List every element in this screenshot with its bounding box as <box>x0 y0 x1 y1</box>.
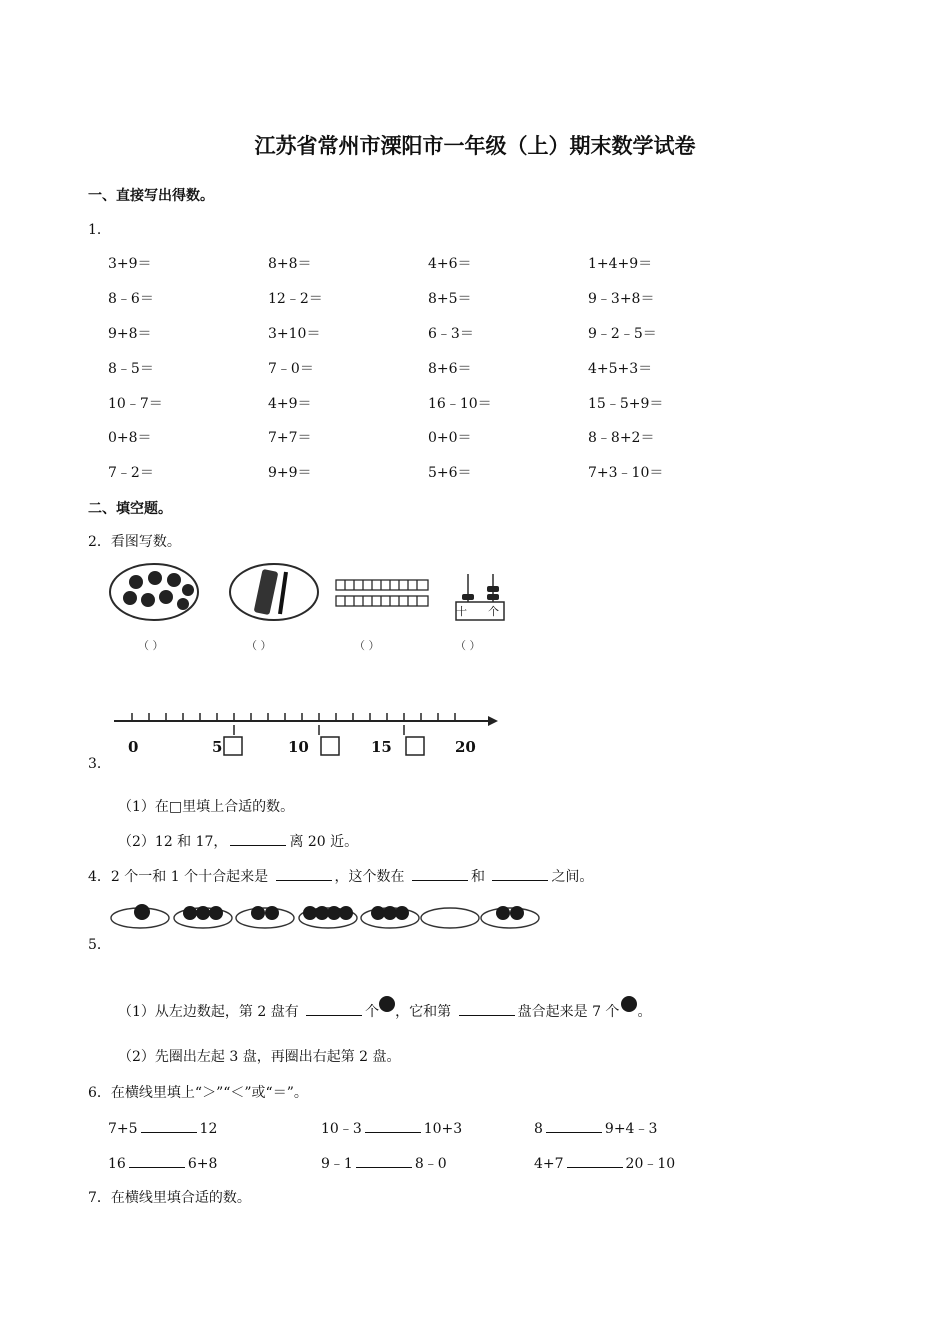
calc-item: 0+8＝ <box>108 430 152 446</box>
compare-right: 9+4﹣3 <box>604 1121 658 1137</box>
compare-item <box>321 1118 462 1138</box>
compare-item <box>534 1153 675 1173</box>
calc-item: 4+6＝ <box>428 256 472 272</box>
q3-sub2-text: （2）12 和 17， <box>118 834 228 850</box>
compare-left: 7+5 <box>108 1121 138 1137</box>
compare-right: 6+8 <box>187 1156 218 1172</box>
answer-blank[interactable] <box>129 1153 185 1168</box>
answer-blank[interactable] <box>546 1118 602 1133</box>
compare-right: 8﹣0 <box>414 1156 447 1172</box>
q4-text-a: 4．2 个一和 1 个十合起来是 <box>88 869 269 885</box>
compare-right: 10+3 <box>423 1121 463 1137</box>
calc-item: 1+4+9＝ <box>588 256 653 272</box>
question-6-text: 6．在横线里填上“＞”“＜”或“＝”。 <box>88 1085 308 1101</box>
compare-left: 16 <box>108 1156 126 1172</box>
q5-sub1-text-c: ，它和第 <box>395 1004 452 1020</box>
sticks-bundle-icon <box>254 569 286 615</box>
compare-item <box>534 1118 657 1138</box>
tick-label: 20 <box>455 738 476 756</box>
q3-sub2-tail: 离 20 近。 <box>289 834 359 850</box>
tick-label: 5 <box>212 738 223 756</box>
section-heading-1: 一、直接写出得数。 <box>88 188 214 204</box>
calc-item: 7﹣2＝ <box>108 465 154 481</box>
question-5-number: 5． <box>88 937 111 953</box>
answer-blank[interactable] <box>230 831 286 846</box>
compare-left: 4+7 <box>534 1156 564 1172</box>
answer-blank[interactable] <box>356 1153 412 1168</box>
calc-item: 10﹣7＝ <box>108 396 163 412</box>
apples-icon <box>123 571 194 610</box>
q4-text-c: 和 <box>470 869 485 885</box>
answer-bracket[interactable]: （ ） <box>455 639 481 652</box>
q5-sub1-text-d: 盘合起来是 7 个 <box>517 1004 620 1020</box>
question-4 <box>88 866 593 886</box>
calc-item: 9+9＝ <box>268 465 312 481</box>
cube-rows-icon <box>336 580 428 606</box>
strawberry-icon <box>621 996 637 1012</box>
compare-item <box>321 1153 447 1173</box>
section-heading-2: 二、填空题。 <box>88 501 172 517</box>
calc-item: 16﹣10＝ <box>428 396 492 412</box>
answer-blank[interactable] <box>459 1001 515 1016</box>
page-title: 江苏省常州市溧阳市一年级（上）期末数学试卷 <box>254 134 696 158</box>
answer-blank[interactable] <box>141 1118 197 1133</box>
strawberry-icon <box>134 904 524 920</box>
compare-item <box>108 1153 217 1172</box>
calc-item: 9﹣3+8＝ <box>588 291 655 307</box>
answer-blank[interactable] <box>492 866 548 881</box>
question-3-number: 3． <box>88 756 111 772</box>
question-7-text: 7．在横线里填合适的数。 <box>88 1190 251 1206</box>
answer-bracket[interactable]: （ ） <box>138 639 164 652</box>
calc-item: 15﹣5+9＝ <box>588 396 664 412</box>
calc-item: 4+5+3＝ <box>588 361 653 377</box>
q5-sub1 <box>118 996 651 1021</box>
calc-item: 6﹣3＝ <box>428 326 474 342</box>
answer-blank[interactable] <box>412 866 468 881</box>
tick-label: 15 <box>371 738 392 756</box>
calc-item: 7+3﹣10＝ <box>588 465 664 481</box>
calc-item: 9﹣2﹣5＝ <box>588 326 657 342</box>
q3-sub1: （1）在□里填上合适的数。 <box>118 799 295 815</box>
q3-sub2 <box>118 831 358 851</box>
compare-left: 8 <box>534 1121 543 1137</box>
q4-text-d: 之间。 <box>551 869 594 885</box>
answer-bracket[interactable]: （ ） <box>354 639 380 652</box>
calc-item: 9+8＝ <box>108 326 152 342</box>
compare-item <box>108 1118 217 1137</box>
q5-sub1-text-e: 。 <box>637 1004 652 1020</box>
question-2-text: 2．看图写数。 <box>88 534 181 550</box>
question-1-number: 1． <box>88 222 111 238</box>
answer-bracket[interactable]: （ ） <box>246 639 272 652</box>
compare-left: 10﹣3 <box>321 1121 362 1137</box>
q2-pictures <box>108 560 508 630</box>
plates-picture <box>110 898 542 938</box>
q5-sub2: （2）先圈出左起 3 盘，再圈出右起第 2 盘。 <box>118 1049 401 1065</box>
calc-item: 8+6＝ <box>428 361 472 377</box>
calc-item: 5+6＝ <box>428 465 472 481</box>
calc-item: 8+5＝ <box>428 291 472 307</box>
compare-right: 12 <box>199 1121 218 1137</box>
answer-blank[interactable] <box>567 1153 623 1168</box>
calc-item: 12﹣2＝ <box>268 291 323 307</box>
number-line <box>110 705 500 765</box>
answer-boxes <box>224 725 424 755</box>
calc-item: 8﹣5＝ <box>108 361 154 377</box>
compare-right: 20﹣10 <box>625 1156 676 1172</box>
calc-item: 4+9＝ <box>268 396 312 412</box>
calc-item: 8﹣8+2＝ <box>588 430 655 446</box>
calc-item: 8﹣6＝ <box>108 291 154 307</box>
calc-item: 7+7＝ <box>268 430 312 446</box>
calc-item: 8+8＝ <box>268 256 312 272</box>
q5-sub1-text-a: （1）从左边数起，第 2 盘有 <box>118 1004 299 1020</box>
answer-blank[interactable] <box>365 1118 421 1133</box>
calc-item: 3+9＝ <box>108 256 152 272</box>
answer-blank[interactable] <box>306 1001 362 1016</box>
q5-sub1-text-b: 个 <box>365 1004 380 1020</box>
strawberry-icon <box>379 996 395 1012</box>
tick-label: 0 <box>128 738 139 756</box>
calc-item: 0+0＝ <box>428 430 472 446</box>
tick-label: 10 <box>288 738 309 756</box>
compare-left: 9﹣1 <box>321 1156 353 1172</box>
abacus-tens-label: 十 <box>456 605 467 618</box>
q4-text-b: ，这个数在 <box>334 869 405 885</box>
abacus-ones-label: 个 <box>488 605 499 618</box>
answer-blank[interactable] <box>276 866 332 881</box>
calc-item: 3+10＝ <box>268 326 321 342</box>
calc-item: 7﹣0＝ <box>268 361 314 377</box>
